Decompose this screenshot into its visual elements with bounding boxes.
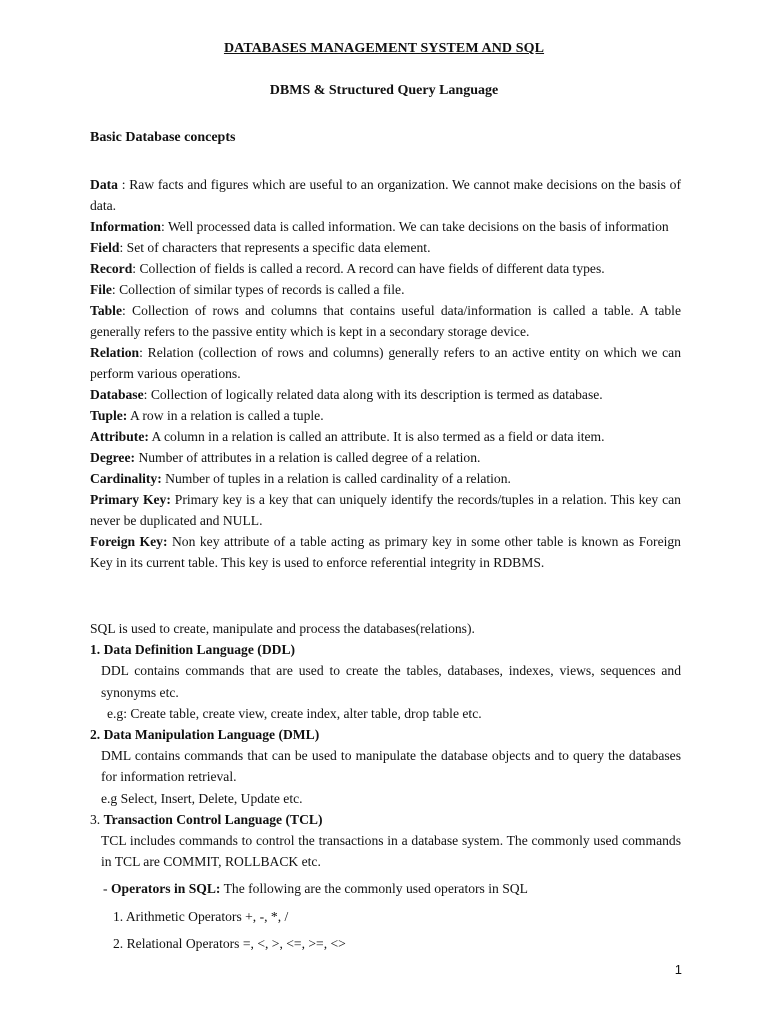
definition-primary-key	[90, 489, 681, 531]
definition-text: Collection of rows and columns that contains useful data/information is called a table. A table generally refers to the passive entity which is kept in a secondary storage device.	[90, 303, 681, 339]
definition-term: Foreign Key:	[90, 534, 168, 549]
page-number: 1	[674, 962, 682, 977]
operators-heading: - Operators in SQL: The following are the commonly used operators in SQL	[103, 881, 528, 897]
definition-foreign-key	[90, 531, 681, 573]
definition-database: Database: Collection of logically related data along with its description is termed as database.	[90, 387, 603, 402]
definition-table: Table: Collection of rows and columns that contains useful data/information is called a table. A table generally refers to the passive entity which is kept in a secondary storage device.	[90, 303, 681, 339]
definition-file: File: Collection of similar types of records is called a file.	[90, 282, 405, 297]
sql-intro: SQL is used to create, manipulate and process the databases(relations).	[90, 621, 475, 636]
definition-text: Collection of fields is called a record. A record can have fields of different data types.	[139, 261, 605, 276]
tcl-description: TCL includes commands to control the transactions in a database system. The commonly used commands in TCL are COMMIT, ROLLBACK etc.	[101, 833, 681, 870]
dml-description: DML contains commands that can be used to manipulate the database objects and to query the databases for information retrieval.	[101, 748, 681, 785]
definition-term: Tuple:	[90, 408, 128, 423]
definition-term: Primary Key:	[90, 492, 171, 507]
section-heading: Basic Database concepts	[90, 130, 236, 145]
definition-text: Relation (collection of rows and columns) generally refers to an active entity on which we can perform various operations.	[90, 345, 681, 381]
definition-term: Record	[90, 261, 133, 276]
dml-example: e.g Select, Insert, Delete, Update etc.	[101, 790, 303, 806]
ddl-description: DDL contains commands that are used to create the tables, databases, indexes, views, sequences and synonyms etc.	[101, 663, 681, 700]
definition-cardinality	[90, 468, 681, 489]
dml-heading: 2. Data Manipulation Language (DML)	[90, 727, 320, 743]
definition-information: Information: Well processed data is called information. We can take decisions on the basis of information	[90, 219, 669, 234]
definition-term: Degree:	[90, 450, 136, 465]
definition-text: A column in a relation is called an attribute. It is also termed as a field or data item.	[151, 429, 605, 444]
definition-field: Field: Set of characters that represents a specific data element.	[90, 240, 431, 255]
definition-relation: Relation: Relation (collection of rows and columns) generally refers to an active entity on which we can perform various operations.	[90, 345, 681, 381]
definition-term: File	[90, 282, 112, 297]
definition-term: Database	[90, 387, 144, 402]
definition-term: Cardinality:	[90, 471, 162, 486]
definition-text: A row in a relation is called a tuple.	[129, 408, 324, 423]
operator-item: 1. Arithmetic Operators +, -, *, /	[113, 908, 289, 924]
definition-term: Table	[90, 303, 122, 318]
definition-text: Primary key is a key that can uniquely identify the records/tuples in a relation. This key can never be duplicated and NULL.	[90, 492, 681, 528]
ddl-heading: 1. Data Definition Language (DDL)	[90, 642, 296, 658]
definition-text: Collection of similar types of records is called a file.	[119, 282, 405, 297]
definition-attribute	[90, 426, 681, 447]
definition-tuple	[90, 405, 681, 426]
sql-section	[90, 618, 681, 954]
definition-term: Information	[90, 219, 161, 234]
definition-term: Field	[90, 240, 120, 255]
definition-record: Record: Collection of fields is called a record. A record can have fields of different data types.	[90, 261, 605, 276]
ddl-example: e.g: Create table, create view, create index, alter table, drop table etc.	[107, 705, 482, 721]
document-subtitle: DBMS & Structured Query Language	[269, 83, 499, 98]
tcl-heading: 3. Transaction Control Language (TCL)	[90, 811, 323, 827]
definition-text: Raw facts and figures which are useful to an organization. We cannot make decisions on the basis of data.	[90, 177, 681, 213]
definition-term: Data	[90, 177, 118, 192]
definition-degree	[90, 447, 681, 468]
definition-data: Data : Raw facts and figures which are useful to an organization. We cannot make decisions on the basis of data.	[90, 177, 681, 213]
definition-text: Number of tuples in a relation is called cardinality of a relation.	[165, 471, 511, 486]
definition-text: Collection of logically related data along with its description is termed as database.	[150, 387, 603, 402]
definition-text: Well processed data is called information. We can take decisions on the basis of information	[167, 219, 669, 234]
definition-text: Set of characters that represents a specific data element.	[126, 240, 431, 255]
document-title: DATABASES MANAGEMENT SYSTEM AND SQL	[223, 41, 545, 56]
definition-term: Relation	[90, 345, 140, 360]
operator-item: 2. Relational Operators =, <, >, <=, >=, <>	[113, 935, 346, 951]
definition-text: Non key attribute of a table acting as primary key in some other table is known as Foreign Key in its current table. This key is used to enforce referential integrity in RDBMS.	[90, 534, 681, 570]
definition-term: Attribute:	[90, 429, 149, 444]
definition-text: Number of attributes in a relation is called degree of a relation.	[138, 450, 481, 465]
definitions-list	[90, 174, 681, 573]
